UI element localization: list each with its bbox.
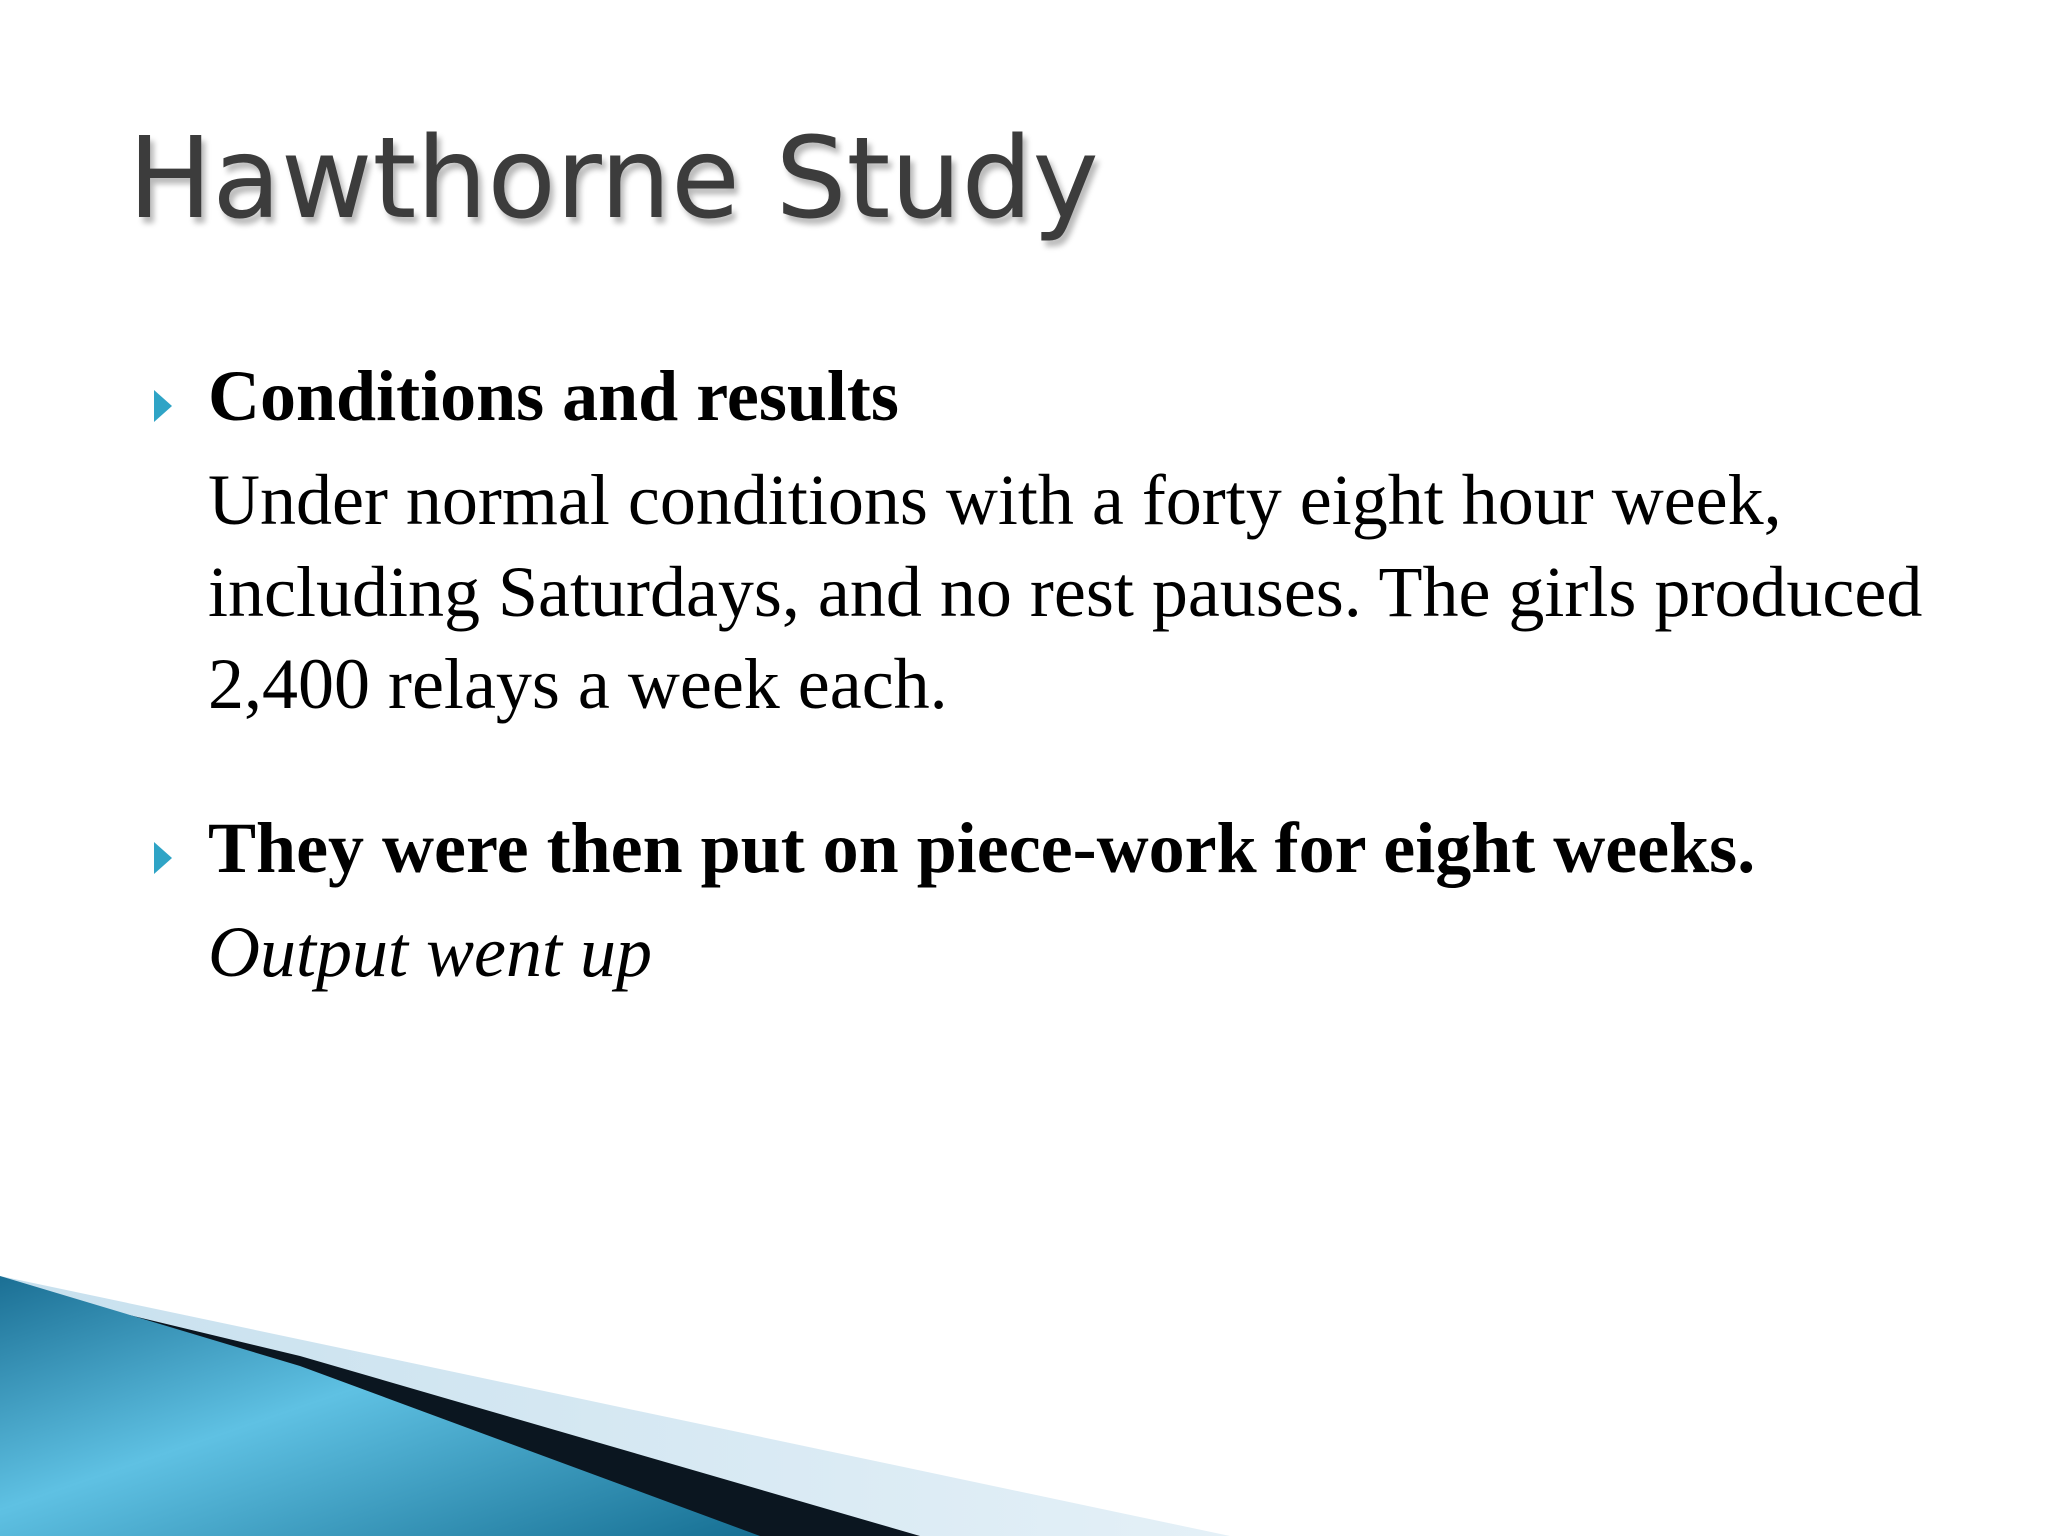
bullet-text: Under normal conditions with a forty eight hour week, including Saturdays, and no rest pauses. The girls produced 2,400 relays a week each. xyxy=(208,460,1923,724)
bullet-heading: Conditions and results xyxy=(208,356,899,436)
triangle-right-icon xyxy=(154,390,172,422)
blue-wedge-shape xyxy=(0,1276,760,1536)
bullet-text: Output went up xyxy=(208,912,652,992)
slide-body xyxy=(140,350,2000,998)
decorative-wave-graphic xyxy=(0,1256,2048,1536)
slide-title: Hawthorne Study xyxy=(128,114,1099,244)
bullet-heading: They were then put on piece-work for eight weeks. xyxy=(208,808,1756,888)
bullet-item-piece-work xyxy=(140,802,2000,998)
bullet-item-conditions xyxy=(140,350,2000,730)
triangle-right-icon xyxy=(154,842,172,874)
